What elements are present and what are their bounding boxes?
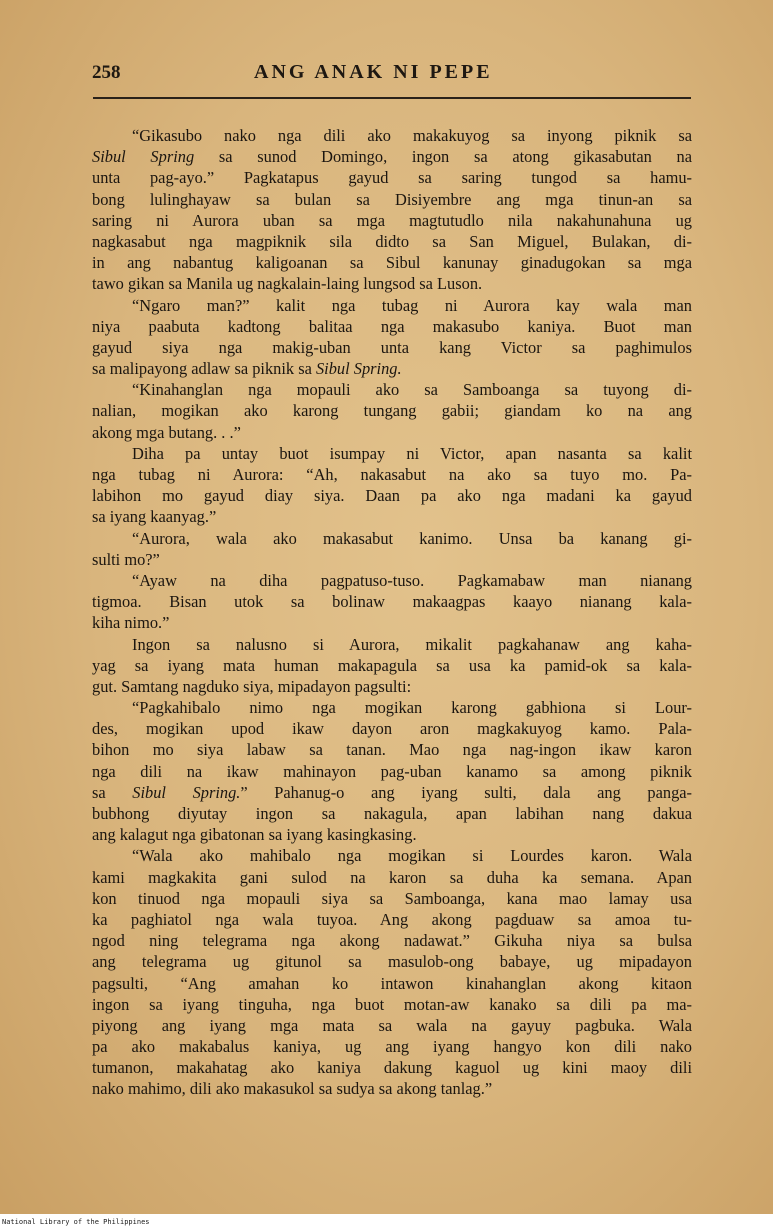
text-line: ka paghiatol nga wala tuyoa. Ang akong pagduaw sa amoa tu- [92,909,692,929]
text-line: pa ako makabalus kaniya, ug ang iyang hangyo kon dili nako [92,1037,692,1057]
text-line: sa iyang kaanyag.” [92,507,217,527]
text-line: kon tinuod nga mopauli siya sa Samboanga, kana mao lamay usa [92,888,692,908]
text-line: saring ni Aurora uban sa mga magtutudlo nila nakahunahuna ug [92,210,692,230]
text-line: nagkasabut nga magpiknik sila didto sa San Miguel, Bulakan, di- [92,231,692,251]
page-header [92,60,692,94]
text-line: des, mogikan upod ikaw dayon aron magkakuyog kamo. Pala- [92,719,692,739]
text-line: nga dili na ikaw mahinayon pag-uban kanamo sa among piknik [92,761,692,781]
text-line: gayud siya nga makig-uban unta kang Victor sa paghimulos [92,337,692,357]
text-line: nalian, mogikan ako karong tungang gabii; giandam ko na ang [92,401,692,421]
text-span: sa malipayong adlaw sa piknik sa [92,359,316,379]
text-line: tigmoa. Bisan utok sa bolinaw makaagpas kaayo nianang kala- [92,592,692,612]
text-line: Diha pa untay buot isumpay ni Victor, apan nasanta sa kalit [132,443,692,463]
text-line [92,358,692,379]
text-line: “Aurora, wala ako makasabut kanimo. Unsa ba kanang gi- [132,528,692,548]
text-line: sulti mo?” [92,549,160,569]
italic-text: Sibul Spring. [315,359,402,379]
text-line: ingon sa iyang tinguha, nga buot motan-aw kanako sa dili pa ma- [92,994,692,1014]
text-line: “Kinahanglan nga mopauli ako sa Samboanga sa tuyong di- [132,380,692,400]
text-line: ang kalagut nga gibatonan sa iyang kasingkasing. [92,825,417,845]
text-line [92,146,692,167]
text-line: unta pag-ayo.” Pagkatapus gayud sa saring tungod sa hamu- [92,168,692,188]
text-line: bong lulinghayaw sa bulan sa Disiyembre ang mga tinun-an sa [92,189,692,209]
text-line: gut. Samtang nagduko siya, mipadayon pagsulti: [92,676,412,696]
text-line: bubhong diyutay ingon sa nakagula, apan labihan nang dakua [92,804,692,823]
text-line: nga tubag ni Aurora: “Ah, nakasabut na ako sa tuyo mo. Pa- [92,465,692,484]
italic-text: Sibul Spring. [132,782,241,802]
text-line: niya paabuta kadtong balitaa nga makasubo kaniya. Buot man [92,316,692,336]
text-line: “Wala ako mahibalo nga mogikan si Lourdes karon. Wala [132,846,692,866]
text-span: ” Pahanug-o ang iyang sulti, dala ang panga- [240,782,692,802]
text-line: ang telegrama ug gitunol sa masulob-ong babaye, ug mipadayon [92,952,692,972]
text-line: “Ngaro man?” kalit nga tubag ni Aurora kay wala man [132,295,692,315]
text-line: ngod ning telegrama nga akong nadawat.” Gikuha niya sa bulsa [92,931,692,951]
body-text [92,125,692,1100]
text-line: nako mahimo, dili ako makasukol sa sudya sa akong tanlag.” [92,1079,493,1099]
text-line: tumanon, makahatag ako kaniya dakung kaguol ug kini maoy dili [92,1058,692,1078]
italic-text: Sibul Spring [92,147,195,167]
library-credit: National Library of the Philippines [2,1218,150,1226]
text-line: piyong ang iyang mga mata sa wala na gayuy pagbuka. Wala [92,1015,692,1035]
text-line: Ingon sa nalusno si Aurora, mikalit pagkahanaw ang kaha- [132,634,692,654]
page-number: 258 [92,62,121,83]
text-line: kami magkakita gani sulod na karon sa duha ka semana. Apan [92,867,692,887]
text-line: in ang nabantug kaligoanan sa Sibul kanunay ginadugokan sa mga [92,253,692,273]
text-line: bihon mo siya labaw sa tanan. Mao nga nag-ingon ikaw karon [92,740,692,760]
text-line: “Gikasubo nako nga dili ako makakuyog sa inyong piknik sa [132,126,692,145]
text-line [92,782,692,803]
text-line: akong mga butang. . .” [92,422,241,442]
text-line: tawo gikan sa Manila ug nagkalain-laing lungsod sa Luson. [92,274,483,294]
running-title: ANG ANAK NI PEPE [254,61,493,83]
header-rule [93,97,691,99]
text-line: yag sa iyang mata human makapagula sa usa ka pamid-ok sa kala- [92,655,692,675]
text-line: “Ayaw na diha pagpatuso-tuso. Pagkamabaw man nianang [132,570,692,590]
text-span: sa [92,782,133,802]
text-line: labihon mo gayud diay siya. Daan pa ako nga madani ka gayud [92,486,692,506]
text-span: sa sunod Domingo, ingon sa atong gikasabutan na [194,147,692,167]
text-line: “Pagkahibalo nimo nga mogikan karong gabhiona si Lour- [132,698,692,718]
text-line: kiha nimo.” [92,613,170,633]
text-line: pagsulti, “Ang amahan ko intawon kinahanglan akong kitaon [92,973,692,993]
